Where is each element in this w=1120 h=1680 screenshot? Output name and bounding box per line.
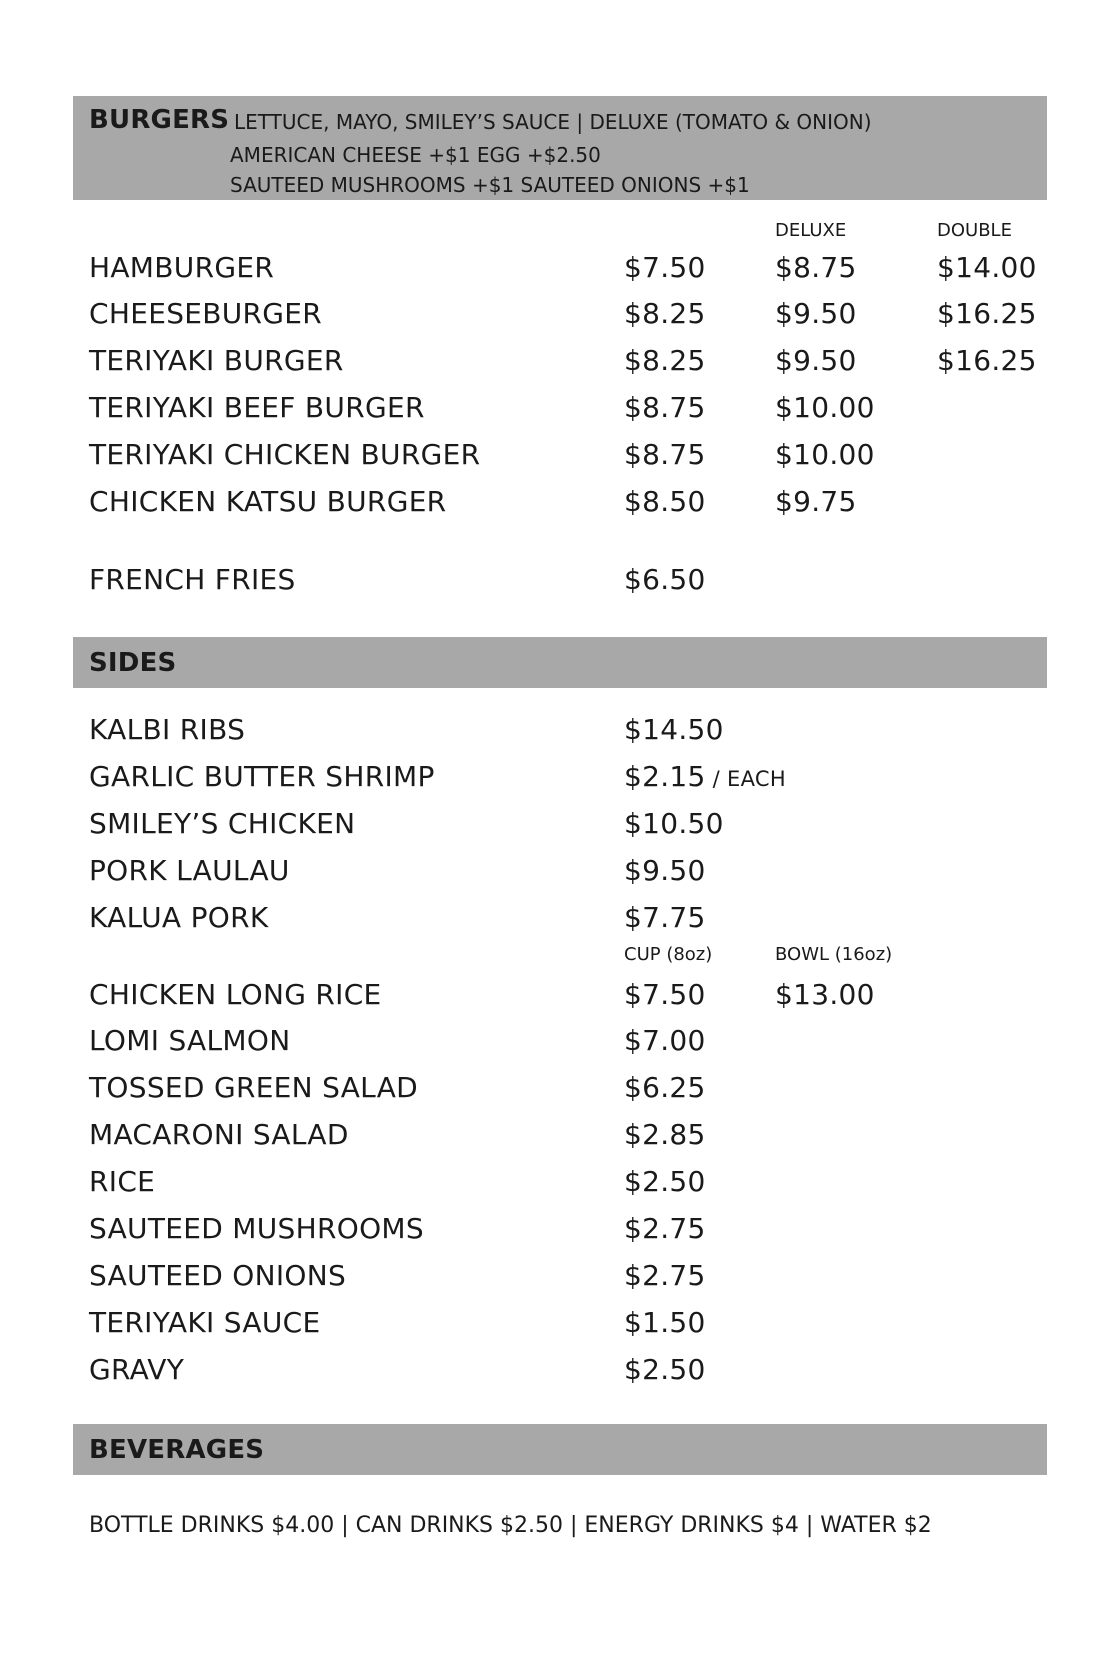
item-price-cup: $6.25: [624, 1071, 706, 1104]
item-price: $8.50: [624, 485, 706, 518]
item-price-cup: $2.85: [624, 1118, 706, 1151]
column-header-bowl: BOWL (16oz): [775, 944, 893, 965]
sides-section-title: SIDES: [89, 648, 177, 678]
item-price-deluxe: $9.50: [775, 297, 857, 330]
item-name: SMILEY’S CHICKEN: [89, 807, 356, 840]
item-name: SAUTEED ONIONS: [89, 1259, 347, 1292]
item-price-bowl: $13.00: [775, 978, 875, 1011]
item-price-value: $2.15: [624, 760, 706, 793]
item-name: GARLIC BUTTER SHRIMP: [89, 760, 435, 793]
item-price-double: $16.25: [937, 344, 1037, 377]
item-price-deluxe: $9.50: [775, 344, 857, 377]
item-price-cup: $2.75: [624, 1212, 706, 1245]
item-price: $10.50: [624, 807, 724, 840]
item-price-cup: $7.50: [624, 978, 706, 1011]
column-header-deluxe: DELUXE: [775, 220, 847, 241]
column-header-double: DOUBLE: [937, 220, 1012, 241]
item-name: CHICKEN KATSU BURGER: [89, 485, 447, 518]
item-name: LOMI SALMON: [89, 1024, 291, 1057]
item-price-deluxe: $10.00: [775, 391, 875, 424]
item-name: RICE: [89, 1165, 156, 1198]
item-name: TERIYAKI SAUCE: [89, 1306, 321, 1339]
item-name: FRENCH FRIES: [89, 563, 296, 596]
item-name: SAUTEED MUSHROOMS: [89, 1212, 424, 1245]
burgers-note-addons-cheese-egg: AMERICAN CHEESE +$1 EGG +$2.50: [230, 143, 601, 167]
item-price-unit: / EACH: [705, 767, 786, 791]
item-name: PORK LAULAU: [89, 854, 290, 887]
item-name: TERIYAKI BURGER: [89, 344, 344, 377]
item-price: $6.50: [624, 563, 706, 596]
item-price-cup: $1.50: [624, 1306, 706, 1339]
item-name: CHICKEN LONG RICE: [89, 978, 382, 1011]
item-price-cup: $2.75: [624, 1259, 706, 1292]
item-name: CHEESEBURGER: [89, 297, 323, 330]
burgers-note-toppings: LETTUCE, MAYO, SMILEY’S SAUCE | DELUXE (TOMATO & ONION): [234, 110, 872, 134]
item-price-cup: $2.50: [624, 1353, 706, 1386]
item-price-double: $14.00: [937, 251, 1037, 284]
item-price: $8.25: [624, 297, 706, 330]
item-price-cup: $2.50: [624, 1165, 706, 1198]
item-name: TERIYAKI CHICKEN BURGER: [89, 438, 481, 471]
item-price: $7.50: [624, 251, 706, 284]
item-price: $14.50: [624, 713, 724, 746]
column-header-cup: CUP (8oz): [624, 944, 713, 965]
burgers-note-addons-mushrooms-onions: SAUTEED MUSHROOMS +$1 SAUTEED ONIONS +$1: [230, 173, 750, 197]
item-price-double: $16.25: [937, 297, 1037, 330]
item-name: MACARONI SALAD: [89, 1118, 349, 1151]
item-price: $9.50: [624, 854, 706, 887]
item-price: $7.75: [624, 901, 706, 934]
item-price-deluxe: $8.75: [775, 251, 857, 284]
item-price-cup: $7.00: [624, 1024, 706, 1057]
sides-header-band: [73, 637, 1047, 688]
item-name: TERIYAKI BEEF BURGER: [89, 391, 425, 424]
item-name: KALUA PORK: [89, 901, 269, 934]
item-name: KALBI RIBS: [89, 713, 246, 746]
beverages-price-line: BOTTLE DRINKS $4.00 | CAN DRINKS $2.50 | ENERGY DRINKS $4 | WATER $2: [89, 1513, 932, 1538]
item-price: [624, 760, 786, 793]
item-price: $8.25: [624, 344, 706, 377]
item-price: $8.75: [624, 438, 706, 471]
item-name: TOSSED GREEN SALAD: [89, 1071, 419, 1104]
item-name: HAMBURGER: [89, 251, 275, 284]
item-name: GRAVY: [89, 1353, 185, 1386]
beverages-section-title: BEVERAGES: [89, 1435, 265, 1465]
item-price: $8.75: [624, 391, 706, 424]
item-price-deluxe: $9.75: [775, 485, 857, 518]
item-price-deluxe: $10.00: [775, 438, 875, 471]
burgers-section-title: BURGERS: [89, 105, 230, 135]
